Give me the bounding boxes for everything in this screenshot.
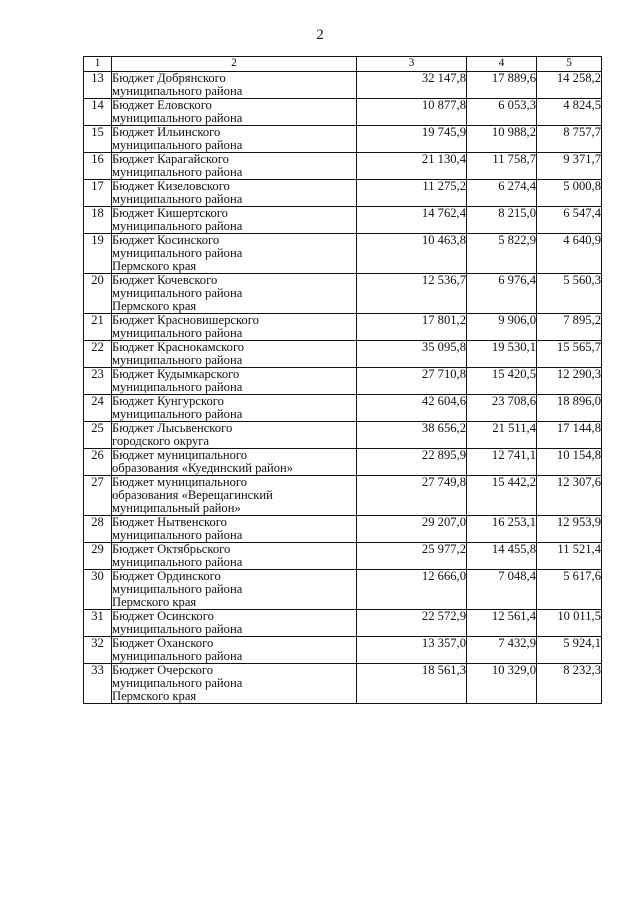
table-row [84,153,602,180]
budget-name-line: Бюджет Карагайского [112,152,229,166]
budget-name-line: Бюджет Кунгурского [112,394,224,408]
budget-name [112,610,357,637]
value-col5: 11 521,4 [537,543,602,570]
value-col4: 10 329,0 [467,664,537,704]
budget-name-line: муниципального района [112,165,243,179]
table-row [84,395,602,422]
budget-name-line: Бюджет муниципального [112,448,248,462]
value-col4: 15 442,2 [467,476,537,516]
budget-name-line: Пермского края [112,595,197,609]
row-number: 25 [84,422,112,449]
table-body [84,72,602,704]
budget-name-line: Бюджет Кудымкарского [112,367,240,381]
value-col4: 15 420,5 [467,368,537,395]
value-col5: 12 307,6 [537,476,602,516]
value-col4: 12 561,4 [467,610,537,637]
value-col4: 7 048,4 [467,570,537,610]
row-number: 18 [84,207,112,234]
row-number: 23 [84,368,112,395]
budget-name-line: Бюджет Косинского [112,233,220,247]
budget-name-line: муниципального района [112,219,243,233]
budget-name [112,664,357,704]
budget-name [112,314,357,341]
budget-name-line: муниципального района [112,326,243,340]
budget-name-line: Бюджет Октябрьского [112,542,231,556]
budget-name [112,153,357,180]
row-number: 14 [84,99,112,126]
budget-name-line: муниципального района [112,84,243,98]
budget-name-line: Бюджет Еловского [112,98,212,112]
value-col3: 14 762,4 [357,207,467,234]
budget-name-line: муниципального района [112,353,243,367]
value-col3: 42 604,6 [357,395,467,422]
table-row [84,274,602,314]
budget-name [112,570,357,610]
budget-name-line: Бюджет Добрянского [112,71,226,85]
row-number: 17 [84,180,112,207]
budget-name [112,368,357,395]
value-col4: 5 822,9 [467,234,537,274]
budget-name [112,234,357,274]
row-number: 20 [84,274,112,314]
table-row [84,664,602,704]
row-number: 30 [84,570,112,610]
budget-name-line: Бюджет Ординского [112,569,221,583]
value-col4: 7 432,9 [467,637,537,664]
row-number: 33 [84,664,112,704]
table-row [84,368,602,395]
value-col3: 32 147,8 [357,72,467,99]
row-number: 24 [84,395,112,422]
row-number: 32 [84,637,112,664]
value-col5: 18 896,0 [537,395,602,422]
value-col3: 27 710,8 [357,368,467,395]
budget-name-line: муниципального района [112,192,243,206]
row-number: 28 [84,516,112,543]
budget-name-line: муниципальный район» [112,501,241,515]
budget-name [112,72,357,99]
budget-name-line: муниципального района [112,380,243,394]
budget-name-line: городского округа [112,434,210,448]
value-col5: 12 953,9 [537,516,602,543]
value-col3: 21 130,4 [357,153,467,180]
value-col4: 21 511,4 [467,422,537,449]
value-col4: 9 906,0 [467,314,537,341]
value-col3: 18 561,3 [357,664,467,704]
value-col5: 15 565,7 [537,341,602,368]
value-col4: 6 274,4 [467,180,537,207]
row-number: 31 [84,610,112,637]
budget-name-line: Пермского края [112,299,197,313]
value-col3: 10 463,8 [357,234,467,274]
value-col4: 12 741,1 [467,449,537,476]
value-col3: 12 536,7 [357,274,467,314]
budget-name-line: Пермского края [112,689,197,703]
budget-allocation-table [83,56,602,704]
budget-name-line: Бюджет Нытвенского [112,515,227,529]
value-col3: 19 745,9 [357,126,467,153]
value-col4: 10 988,2 [467,126,537,153]
value-col4: 19 530,1 [467,341,537,368]
budget-name-line: Бюджет Кишертского [112,206,228,220]
budget-name-line: Бюджет Ильинского [112,125,221,139]
table-row [84,314,602,341]
budget-name-line: муниципального района [112,111,243,125]
value-col4: 11 758,7 [467,153,537,180]
value-col4: 8 215,0 [467,207,537,234]
budget-name-line: муниципального района [112,676,243,690]
value-col5: 17 144,8 [537,422,602,449]
budget-name [112,476,357,516]
column-header-name: 2 [112,57,357,72]
value-col5: 10 011,5 [537,610,602,637]
value-col5: 12 290,3 [537,368,602,395]
value-col5: 5 000,8 [537,180,602,207]
value-col4: 16 253,1 [467,516,537,543]
budget-name-line: Бюджет муниципального [112,475,248,489]
table-row [84,516,602,543]
budget-name [112,395,357,422]
budget-name-line: Бюджет Красновишерского [112,313,259,327]
value-col3: 22 572,9 [357,610,467,637]
budget-name-line: муниципального района [112,649,243,663]
budget-name-line: Бюджет Оханского [112,636,214,650]
value-col5: 4 640,9 [537,234,602,274]
value-col4: 23 708,6 [467,395,537,422]
budget-name [112,99,357,126]
budget-name-line: образования «Куединский район» [112,461,294,475]
budget-name [112,274,357,314]
budget-name [112,207,357,234]
budget-name-line: Бюджет Краснокамского [112,340,245,354]
row-number: 15 [84,126,112,153]
budget-name-line: муниципального района [112,555,243,569]
table-row [84,570,602,610]
table-row [84,72,602,99]
budget-name [112,180,357,207]
value-col5: 4 824,5 [537,99,602,126]
budget-name [112,449,357,476]
value-col5: 10 154,8 [537,449,602,476]
budget-name-line: муниципального района [112,138,243,152]
row-number: 19 [84,234,112,274]
value-col5: 5 617,6 [537,570,602,610]
value-col5: 8 232,3 [537,664,602,704]
column-header-col5: 5 [537,57,602,72]
table-row [84,126,602,153]
budget-name-line: муниципального района [112,286,243,300]
value-col5: 5 560,3 [537,274,602,314]
budget-name-line: муниципального района [112,407,243,421]
value-col4: 6 976,4 [467,274,537,314]
table-row [84,207,602,234]
budget-name [112,516,357,543]
value-col3: 29 207,0 [357,516,467,543]
budget-name-line: муниципального района [112,582,243,596]
row-number: 26 [84,449,112,476]
value-col4: 14 455,8 [467,543,537,570]
budget-name [112,637,357,664]
budget-name-line: Пермского края [112,259,197,273]
value-col3: 38 656,2 [357,422,467,449]
value-col3: 11 275,2 [357,180,467,207]
budget-name [112,422,357,449]
value-col3: 22 895,9 [357,449,467,476]
row-number: 27 [84,476,112,516]
value-col3: 10 877,8 [357,99,467,126]
value-col5: 6 547,4 [537,207,602,234]
table-row [84,341,602,368]
table-header-row [84,57,602,72]
page-number: 2 [316,27,324,43]
value-col3: 35 095,8 [357,341,467,368]
value-col5: 9 371,7 [537,153,602,180]
value-col4: 17 889,6 [467,72,537,99]
column-header-col4: 4 [467,57,537,72]
value-col4: 6 053,3 [467,99,537,126]
budget-name-line: Бюджет Лысьвенского [112,421,233,435]
table-row [84,476,602,516]
budget-name-line: Бюджет Очерского [112,663,214,677]
table-row [84,234,602,274]
budget-name-line: образования «Верещагинский [112,488,273,502]
budget-name [112,126,357,153]
table-row [84,99,602,126]
value-col3: 17 801,2 [357,314,467,341]
value-col5: 8 757,7 [537,126,602,153]
budget-name-line: Бюджет Осинского [112,609,214,623]
column-header-index: 1 [84,57,112,72]
budget-name-line: муниципального района [112,622,243,636]
value-col3: 12 666,0 [357,570,467,610]
table-row [84,422,602,449]
table-row [84,543,602,570]
value-col3: 27 749,8 [357,476,467,516]
table-row [84,610,602,637]
column-header-col3: 3 [357,57,467,72]
value-col3: 25 977,2 [357,543,467,570]
table-row [84,637,602,664]
value-col5: 14 258,2 [537,72,602,99]
budget-name-line: Бюджет Кизеловского [112,179,230,193]
row-number: 21 [84,314,112,341]
budget-name-line: муниципального района [112,528,243,542]
budget-name-line: муниципального района [112,246,243,260]
table-row [84,449,602,476]
table-row [84,180,602,207]
value-col3: 13 357,0 [357,637,467,664]
budget-name-line: Бюджет Кочевского [112,273,218,287]
row-number: 22 [84,341,112,368]
row-number: 13 [84,72,112,99]
value-col5: 7 895,2 [537,314,602,341]
budget-name [112,543,357,570]
row-number: 29 [84,543,112,570]
row-number: 16 [84,153,112,180]
budget-name [112,341,357,368]
value-col5: 5 924,1 [537,637,602,664]
